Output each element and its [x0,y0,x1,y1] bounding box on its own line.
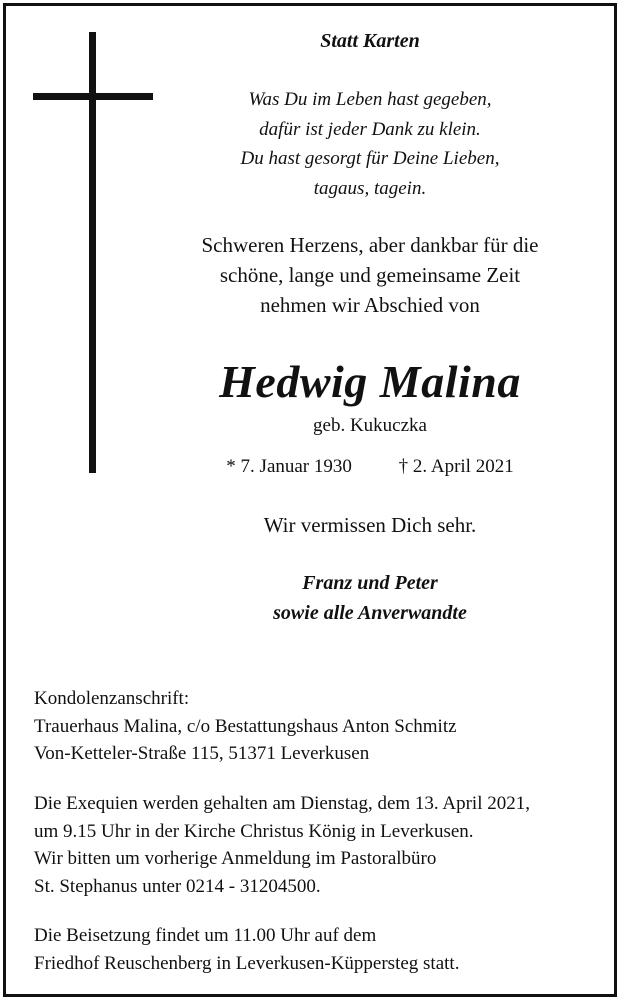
condolence-address [34,685,604,768]
intro-line: Schweren Herzens, aber dankbar für die [201,233,539,257]
mourners [120,568,620,628]
condolence-line: Von-Ketteler-Straße 115, 51371 Leverkusen [34,743,370,764]
maiden-name: geb. Kukuczka [313,415,427,436]
message: Wir vermissen Dich sehr. [263,513,477,537]
birth-date: * 7. Januar 1930 [226,456,352,477]
mourners-line: sowie alle Anverwandte [273,602,467,624]
intro-text [120,230,620,320]
condolence-line: Kondolenzanschrift: [34,688,190,709]
poem [120,85,620,203]
exequies-line: Wir bitten um vorherige Anmeldung im Pastoralbüro [34,848,437,869]
poem-line: tagaus, tagein. [313,177,427,199]
statt-karten-heading: Statt Karten [320,30,420,52]
exequies-line: um 9.15 Uhr in der Kirche Christus König in Leverkusen. [34,820,474,842]
poem-line: Du hast gesorgt für Deine Lieben, [240,148,500,169]
deceased-name: Hedwig Malina [219,356,521,407]
intro-line: nehmen wir Abschied von [260,293,480,317]
exequies-line: St. Stephanus unter 0214 - 31204500. [34,875,321,897]
mourners-line: Franz und Peter [302,572,438,594]
condolence-line: Trauerhaus Malina, c/o Bestattungshaus Anton Schmitz [34,715,457,737]
exequies-info [34,790,604,900]
burial-line: Friedhof Reuschenberg in Leverkusen-Küppersteg statt. [34,952,460,974]
life-dates [120,456,620,478]
burial-info [34,922,604,977]
intro-line: schöne, lange und gemeinsame Zeit [219,263,521,287]
death-date: † 2. April 2021 [398,456,514,477]
poem-line: dafür ist jeder Dank zu klein. [259,118,481,140]
poem-line: Was Du im Leben hast gegeben, [248,89,492,110]
exequies-line: Die Exequien werden gehalten am Dienstag, dem 13. April 2021, [34,793,530,814]
burial-line: Die Beisetzung findet um 11.00 Uhr auf dem [34,925,377,946]
